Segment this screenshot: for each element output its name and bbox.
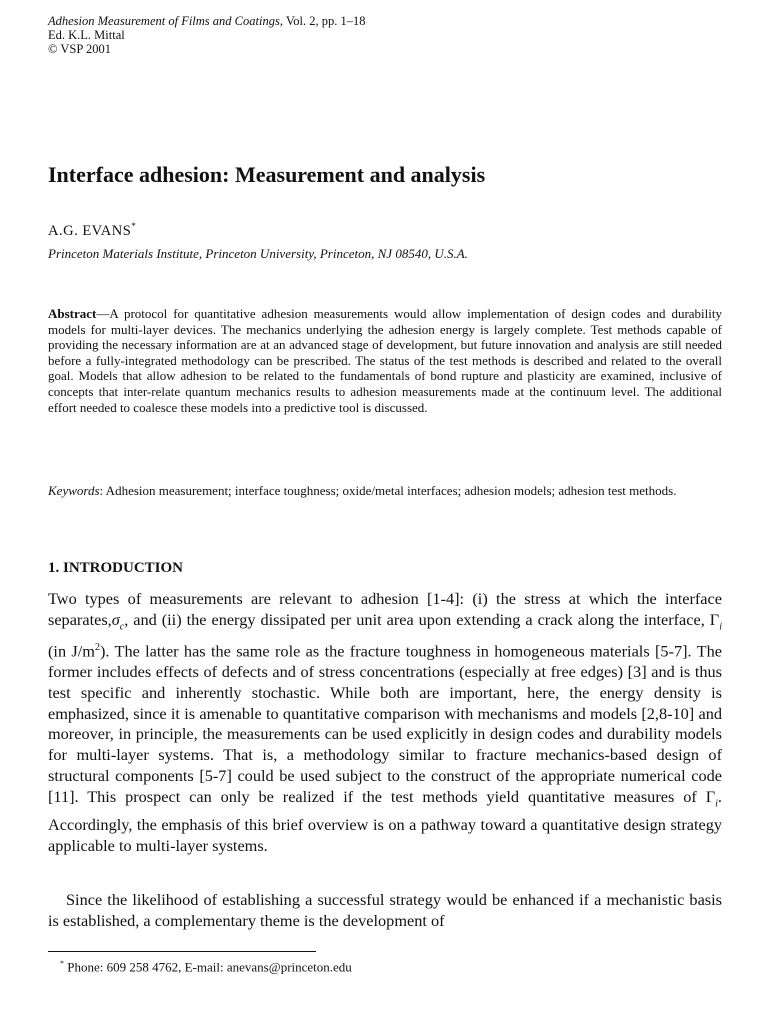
intro-paragraph-1: Two types of measurements are relevant to adhesion [1-4]: (i) the stress at which the interface $separates,\sigma_c$, and (ii) the energy dissipated per unit area upon extending a crack along the interface, $\Gamma_i$ (in $J/m^2$). The latter has the same role as the fracture toughness in homogeneous materials [5-7]. The former includes effects of defects and of stress concentrations (especially at free edges) [3] and is thus test specific and inherently stochastic. While both are important, here, the energy density is emphasized, since it is amenable to quantitative comparison with mechanisms and models [2,8-10] and moreover, in principle, the measurements can be used explicitly in design codes and durability models for multi-layer systems. That is, a methodology similar to fracture mechanics-based design of structural components [5-7] could be used subject to the construct of the appropriate numerical code [11]. This prospect can only be realized if the test methods yield quantitative measures of $\Gamma_i$. Accordingly, the emphasis of this brief overview is on a pathway toward a quantitative design strategy applicable to multi-layer systems. (48, 589, 722, 855)
abstract (48, 306, 722, 415)
section-heading: 1. INTRODUCTION (48, 560, 184, 576)
journal-name: Adhesion Measurement of Films and Coatings (48, 14, 280, 28)
volume-pages: , Vol. 2, pp. 1–18 (279, 14, 366, 28)
citation-header (48, 14, 722, 56)
abstract-label: Abstract (48, 306, 97, 321)
paper-page (48, 14, 722, 975)
author-footnote-mark: * (131, 221, 137, 231)
copyright-line: © VSP 2001 (48, 42, 111, 56)
author-name: A.G. EVANS* (48, 221, 137, 239)
intro-paragraph-2: Since the likelihood of establishing a successful strategy would be enhanced if a mechanistic basis is established, a complementary theme is the development of (48, 890, 722, 930)
keywords-text: : Adhesion measurement; interface toughness; oxide/metal interfaces; adhesion models; adhesion test methods. (99, 483, 677, 498)
gamma-symbol: $\Gamma_i$ (709, 609, 722, 633)
sigma-symbol: $\sigma_c$ (111, 609, 125, 633)
footnote-rule (48, 951, 316, 952)
footnote-mark: * (60, 959, 64, 968)
footnote-text: Phone: 609 258 4762, E-mail: anevans@princeton.edu (64, 959, 352, 975)
squared-superscript: 2 (94, 641, 100, 653)
paper-title: Interface adhesion: Measurement and analysis (48, 162, 486, 187)
keywords (48, 482, 722, 499)
footnote (60, 959, 352, 975)
author-affiliation: Princeton Materials Institute, Princeton University, Princeton, NJ 08540, U.S.A. (48, 246, 468, 261)
keywords-label: Keywords (48, 483, 100, 498)
abstract-text: —A protocol for quantitative adhesion measurements would allow implementation of design codes and durability models for multi-layer devices. The mechanics underlying the adhesion energy is largely complete. Test methods capable of providing the necessary information are at an advanced stage of development, but future innovation and analysis are still needed before a fully-integrated methodology can be prescribed. The status of the test methods is described and related to the overall goal. Models that allow adhesion to be related to the fundamentals of bond rupture and plasticity are examined, inclusive of concepts that inter-relate quantum mechanics results to adhesion measurements made at the continuum level. The additional effort needed to coalesce these models into a predictive tool is discussed. (48, 306, 722, 415)
gamma-symbol-2: $\Gamma_i$ (705, 786, 718, 810)
editor-line: Ed. K.L. Mittal (48, 28, 125, 42)
